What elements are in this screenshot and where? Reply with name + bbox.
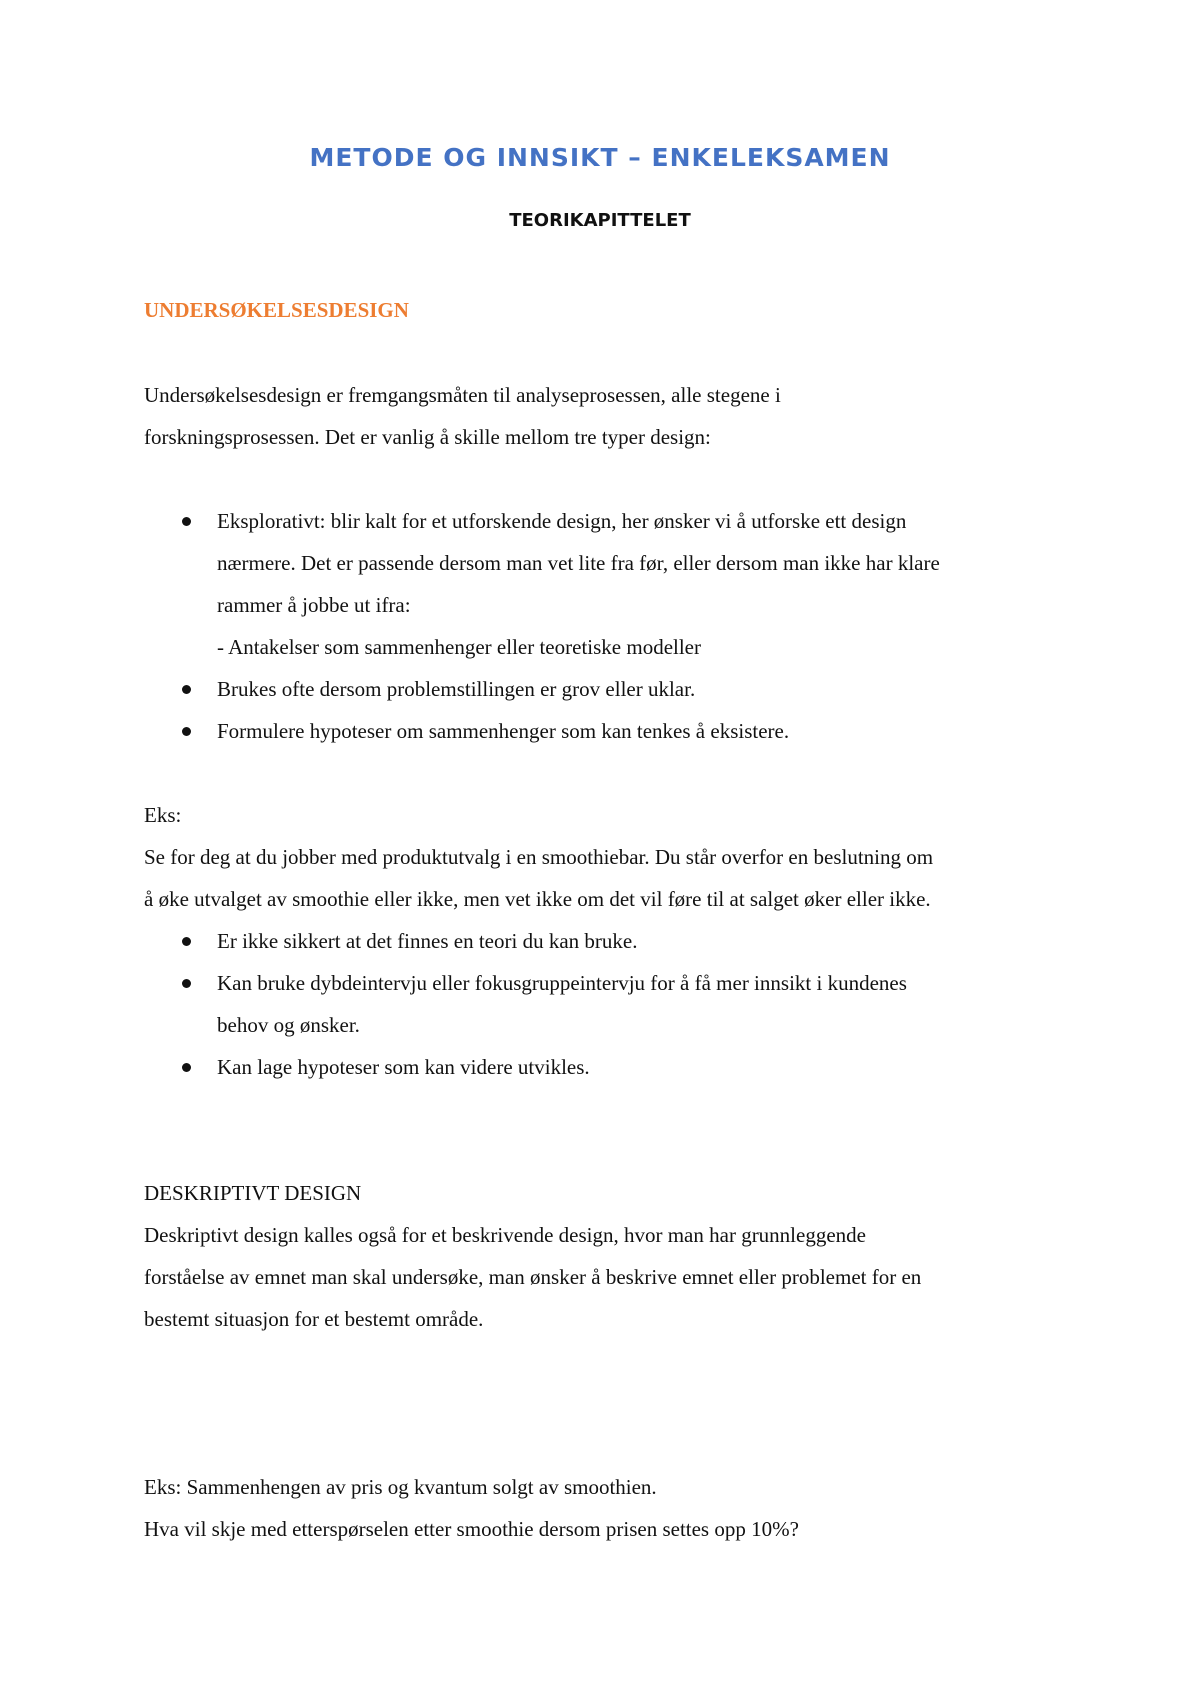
list-item-text: Kan lage hypoteser som kan videre utvikles.: [217, 1055, 590, 1079]
list-item-text: Brukes ofte dersom problemstillingen er grov eller uklar.: [217, 677, 696, 701]
example-label: Eks:: [144, 803, 182, 827]
section-heading-undersokelsesdesign: UNDERSØKELSESDESIGN: [144, 298, 409, 322]
list-item-text: Er ikke sikkert at det finnes en teori du kan bruke.: [217, 929, 638, 953]
list-item: [144, 920, 1074, 962]
document-subtitle: TEORIKAPITTELET: [509, 210, 691, 231]
design-bullet-list: [144, 500, 1074, 752]
bullet-icon: [182, 937, 191, 946]
example-line: Hva vil skje med etterspørselen etter smoothie dersom prisen settes opp 10%?: [144, 1517, 799, 1541]
list-item-text: - Antakelser som sammenhenger eller teoretiske modeller: [217, 635, 701, 659]
intro-paragraph: [144, 374, 1074, 458]
example-line: Se for deg at du jobber med produktutvalg i en smoothiebar. Du står overfor en beslutning om: [144, 845, 934, 869]
list-item: [144, 1046, 1074, 1088]
example-paragraph: [144, 794, 1074, 920]
bullet-icon: [182, 685, 191, 694]
intro-line: Undersøkelsesdesign er fremgangsmåten til analyseprosessen, alle stegene i: [144, 383, 781, 407]
list-item-text: Eksplorativt: blir kalt for et utforskende design, her ønsker vi å utforske ett design: [217, 509, 907, 533]
deskriptivt-example: [144, 1466, 1074, 1550]
document-title: METODE OG INNSIKT – ENKELEKSAMEN: [309, 143, 891, 172]
bullet-icon: [182, 517, 191, 526]
list-item-text: Kan bruke dybdeintervju eller fokusgruppeintervju for å få mer innsikt i kundenes: [217, 971, 907, 995]
list-item: [144, 500, 1074, 668]
deskriptivt-line: forståelse av emnet man skal undersøke, man ønsker å beskrive emnet eller problemet for en: [144, 1265, 922, 1289]
list-item-text: nærmere. Det er passende dersom man vet lite fra før, eller dersom man ikke har klare: [217, 551, 940, 575]
intro-line: forskningsprosessen. Det er vanlig å skille mellom tre typer design:: [144, 425, 711, 449]
list-item: [144, 710, 1074, 752]
deskriptivt-line: bestemt situasjon for et bestemt område.: [144, 1307, 484, 1331]
list-item: [144, 668, 1074, 710]
list-item-text: rammer å jobbe ut ifra:: [217, 593, 411, 617]
section-heading-deskriptivt: DESKRIPTIVT DESIGN: [144, 1181, 362, 1205]
example-line: å øke utvalget av smoothie eller ikke, men vet ikke om det vil føre til at salget øker eller ikke.: [144, 887, 931, 911]
bullet-icon: [182, 979, 191, 988]
example-bullet-list: [144, 920, 1074, 1088]
deskriptivt-line: Deskriptivt design kalles også for et beskrivende design, hvor man har grunnleggende: [144, 1223, 866, 1247]
bullet-icon: [182, 1063, 191, 1072]
example-line: Eks: Sammenhengen av pris og kvantum solgt av smoothien.: [144, 1475, 657, 1499]
list-item-text: Formulere hypoteser om sammenhenger som kan tenkes å eksistere.: [217, 719, 790, 743]
deskriptivt-section: [144, 1172, 1074, 1340]
list-item: [144, 962, 1074, 1046]
list-item-text: behov og ønsker.: [217, 1013, 360, 1037]
bullet-icon: [182, 727, 191, 736]
